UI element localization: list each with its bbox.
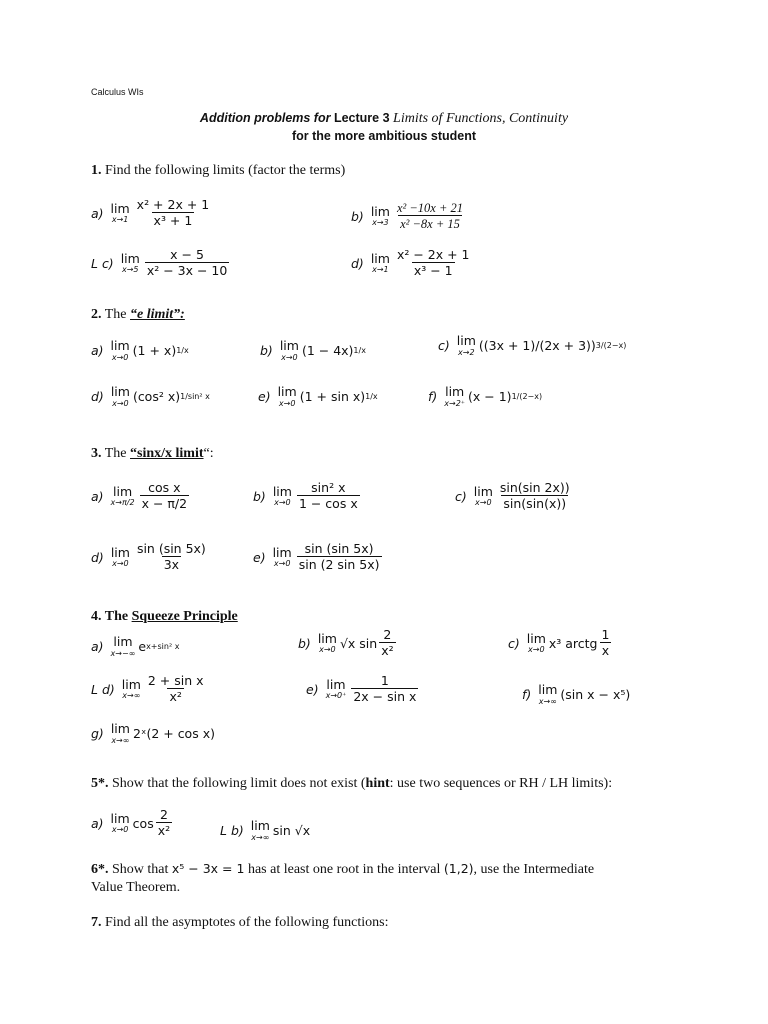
fraction-numerator: 2 [159, 807, 168, 822]
problem-label: e) [253, 549, 266, 565]
fraction-numerator: 1 [380, 673, 389, 688]
expression: (1 + x) [132, 343, 177, 359]
lim-word: lim [317, 630, 337, 646]
fraction-numerator: 2 + sin x [147, 673, 204, 688]
problem-4d [91, 674, 208, 705]
lim-word: lim [526, 630, 546, 646]
title-lecture: Lecture 3 [333, 111, 390, 125]
fraction-denominator: x² [169, 689, 182, 705]
lim-word: lim [272, 544, 292, 560]
expression: ((3x + 1)/(2x + 3)) [478, 338, 596, 354]
problem-4f [522, 684, 630, 706]
section-3-heading [91, 446, 214, 462]
lim-word: lim [110, 384, 130, 399]
expression: sin √x [272, 823, 311, 839]
lim-sub: x→∞ [538, 696, 557, 706]
problem-label: d) [91, 389, 104, 405]
section-6-equation: x⁵ − 3x = 1 [171, 861, 245, 876]
course-header: Calculus WIs [91, 87, 144, 97]
expression: e [138, 639, 147, 655]
problem-4g [91, 723, 215, 745]
lim-sub: x→1 [372, 265, 389, 275]
lim-sub: x→π/2 [110, 498, 135, 508]
section-5-number: 5*. [91, 776, 109, 791]
section-1-heading [91, 163, 345, 179]
fraction-denominator: x³ + 1 [153, 213, 193, 229]
section-2-number: 2. [91, 307, 102, 322]
problem-label: b) [253, 488, 266, 504]
problem-3b [253, 481, 362, 512]
problem-label: L b) [220, 823, 244, 839]
problem-2d [91, 386, 210, 408]
problem-label: a) [91, 815, 104, 831]
problem-label: d) [91, 549, 104, 565]
problem-4e [306, 674, 420, 705]
expression: (sin x − x⁵) [560, 687, 631, 703]
expression: (1 − 4x) [301, 343, 354, 359]
section-3-number: 3. [91, 446, 102, 461]
section-4-number: 4. The [91, 609, 132, 624]
lim-word: lim [445, 384, 465, 399]
lim-sub: x→∞ [122, 691, 141, 701]
problem-label: e) [306, 681, 319, 697]
exponent: 1/x [353, 346, 366, 356]
expression: (x − 1) [468, 389, 512, 405]
problem-label: b) [351, 208, 364, 224]
fraction-denominator: x² [157, 823, 171, 839]
lim-sub: x→0 [273, 559, 291, 569]
section-4-heading [91, 609, 238, 625]
problem-1b [351, 201, 467, 232]
problem-label: c) [438, 338, 450, 354]
section-3-pre: The [101, 446, 131, 461]
fraction-numerator: x² − 2x + 1 [396, 247, 470, 262]
problem-2e [258, 386, 378, 408]
problem-label: L c) [91, 255, 114, 271]
problem-4b [298, 628, 398, 659]
section-6-text-2: has at least one root in the interval [244, 862, 444, 877]
lim-sub: x→3 [372, 218, 389, 228]
fraction-denominator: x − π/2 [141, 496, 188, 512]
exponent: 1/x [365, 392, 378, 402]
lim-word: lim [113, 483, 133, 499]
lim-sub: x→0⁺ [325, 691, 347, 701]
section-7-text: Find all the asymptotes of the following functions: [101, 915, 389, 930]
problem-2f [428, 386, 542, 408]
exponent: 3/(2−x) [595, 341, 627, 351]
section-1-number: 1. [91, 163, 102, 178]
section-5-hint: hint [365, 776, 390, 791]
problem-3d [91, 542, 210, 573]
expression: 2ˣ(2 + cos x) [132, 726, 215, 742]
problem-label: f) [522, 687, 532, 703]
expression: √x sin [339, 635, 378, 651]
section-7-heading [91, 915, 388, 931]
fraction-denominator: x [601, 643, 610, 659]
section-6-text-1: Show that [108, 862, 172, 877]
lim-word: lim [250, 818, 270, 833]
fraction-numerator: sin² x [311, 480, 346, 495]
section-5-text-2: : use two sequences or RH / LH limits): [389, 776, 613, 791]
title-line-2: for the more ambitious student [291, 129, 477, 143]
problem-1a [91, 198, 213, 229]
section-3-title: “sinx/x limit [130, 446, 204, 461]
exponent: 1/(2−x) [511, 392, 543, 402]
lim-sub: x→0 [112, 398, 129, 408]
problem-label: d) [351, 255, 364, 271]
fraction-numerator: sin(sin 2x)) [499, 480, 570, 495]
problem-2a [91, 340, 189, 362]
section-6-text-line-2: Value Theorem. [91, 880, 181, 895]
title-prefix: Addition problems for [199, 111, 334, 125]
exponent: x+sin² x [146, 642, 180, 652]
fraction-denominator: 3x [163, 557, 180, 573]
lim-word: lim [110, 338, 130, 353]
lim-sub: x→−∞ [110, 648, 136, 658]
lim-sub: x→0 [274, 498, 291, 508]
section-7-number: 7. [91, 915, 102, 930]
fraction-denominator: x² − 3x − 10 [146, 263, 228, 279]
lim-sub: x→0 [111, 352, 129, 362]
problem-label: a) [91, 343, 104, 359]
problem-2c [438, 335, 626, 357]
section-6-text-3: , use the Intermediate [473, 862, 595, 877]
fraction-numerator: sin (sin 5x) [136, 541, 206, 556]
title-topic: Limits of Functions, Continuity [389, 111, 569, 126]
fraction-denominator: sin (2 sin 5x) [298, 557, 380, 573]
expression: (1 + sin x) [299, 389, 366, 405]
problem-1d [351, 248, 474, 279]
lim-sub: x→0 [281, 352, 298, 362]
lim-word: lim [272, 483, 292, 499]
section-3-post: “: [203, 446, 214, 461]
expression: (cos² x) [132, 389, 181, 405]
lim-word: lim [370, 250, 390, 266]
lim-word: lim [277, 384, 297, 399]
problem-label: b) [298, 635, 311, 651]
fraction-numerator: cos x [148, 480, 181, 495]
section-5-heading [91, 776, 612, 792]
section-6-number: 6*. [91, 862, 109, 877]
section-1-text: Find the following limits (factor the terms) [101, 163, 346, 178]
problem-2b [260, 340, 366, 362]
lim-word: lim [110, 721, 130, 736]
problem-label: a) [91, 488, 104, 504]
lim-sub: x→0 [319, 645, 336, 655]
lim-word: lim [120, 250, 140, 266]
problem-3a [91, 481, 191, 512]
fraction-denominator: x² −8x + 15 [400, 217, 460, 232]
lim-sub: x→0 [278, 398, 296, 408]
fraction-numerator: x − 5 [170, 247, 204, 262]
lim-sub: x→∞ [251, 832, 270, 842]
problem-5b [220, 820, 310, 842]
fraction-denominator: x³ − 1 [413, 263, 453, 279]
problem-label: a) [91, 639, 104, 655]
fraction-denominator: 2x − sin x [353, 689, 417, 705]
section-2-heading [91, 307, 185, 323]
problem-label: g) [91, 726, 104, 742]
fraction-denominator: sin(sin(x)) [503, 496, 567, 512]
lim-sub: x→∞ [111, 735, 130, 745]
fraction-numerator: 1 [601, 627, 610, 642]
section-2-title: “e limit”: [130, 307, 185, 322]
problem-label: c) [508, 635, 520, 651]
lim-sub: x→2 [458, 347, 475, 357]
lim-word: lim [456, 333, 476, 348]
lim-sub: x→2⁺ [444, 398, 466, 408]
problem-4a [91, 636, 179, 658]
section-6-interval: (1,2) [443, 861, 474, 876]
lim-word: lim [370, 203, 390, 219]
problem-1c [91, 248, 231, 279]
title-line-1 [0, 111, 768, 127]
problem-label: L d) [91, 681, 115, 697]
lim-word: lim [121, 676, 141, 692]
lim-word: lim [110, 544, 130, 560]
fraction-numerator: x² −10x + 21 [396, 201, 464, 215]
section-4-title: Squeeze Principle [131, 609, 238, 624]
lim-word: lim [113, 634, 133, 649]
section-5-text-1: Show that the following limit does not exist ( [108, 776, 366, 791]
problem-3c [455, 481, 574, 512]
fraction-numerator: 2 [383, 627, 392, 642]
lim-word: lim [538, 682, 558, 697]
problem-label: e) [258, 389, 271, 405]
exponent: 1/sin² x [180, 392, 210, 402]
exponent: 1/x [176, 346, 189, 356]
problem-4c [508, 628, 613, 659]
problem-5a [91, 808, 174, 839]
lim-sub: x→0 [112, 559, 129, 569]
section-6-text [91, 860, 691, 897]
problem-3e [253, 542, 384, 573]
lim-sub: x→0 [475, 498, 492, 508]
lim-sub: x→0 [528, 645, 545, 655]
fraction-denominator: 1 − cos x [298, 496, 358, 512]
problem-label: c) [455, 488, 467, 504]
expression: x³ arctg [548, 635, 598, 651]
lim-word: lim [110, 810, 130, 826]
lim-word: lim [473, 483, 493, 499]
problem-label: a) [91, 205, 104, 221]
lim-sub: x→5 [121, 265, 139, 275]
lim-sub: x→1 [111, 215, 129, 225]
problem-label: f) [428, 389, 438, 405]
section-2-pre: The [101, 307, 131, 322]
expression: cos [132, 815, 154, 831]
fraction-numerator: x² + 2x + 1 [136, 197, 210, 212]
fraction-numerator: sin (sin 5x) [304, 541, 374, 556]
lim-word: lim [110, 200, 130, 216]
fraction-denominator: x² [381, 643, 394, 659]
lim-word: lim [279, 338, 299, 353]
lim-word: lim [326, 676, 346, 692]
problem-label: b) [260, 343, 273, 359]
lim-sub: x→0 [111, 825, 129, 835]
